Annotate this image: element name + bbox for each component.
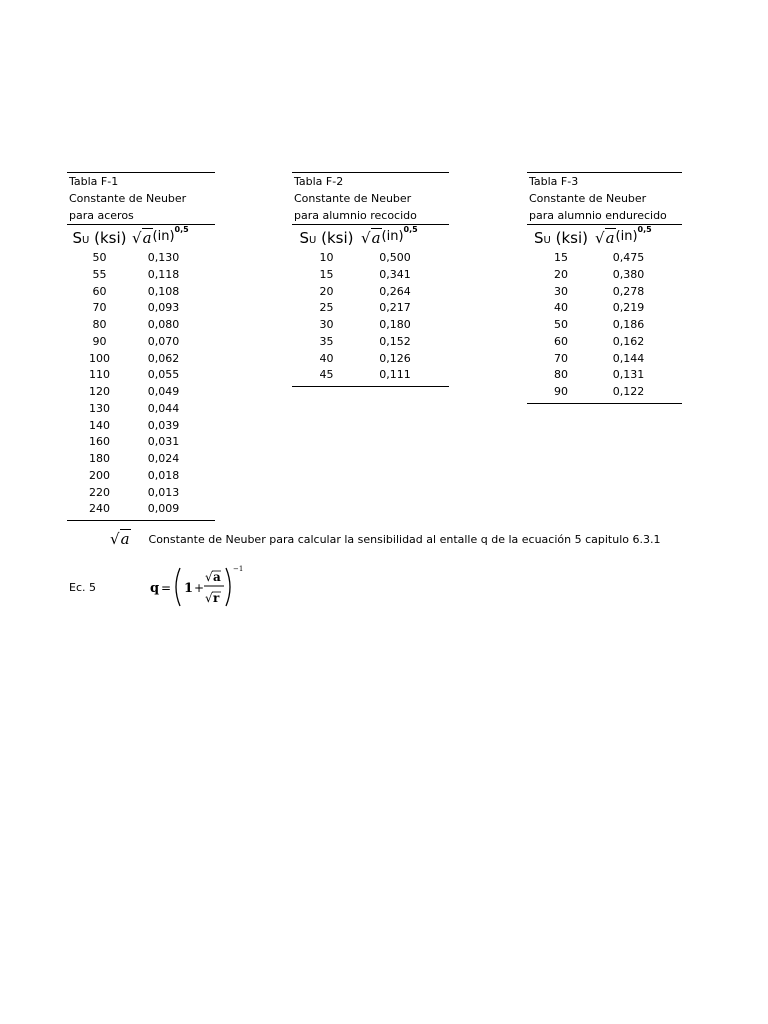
table-f1 xyxy=(67,172,215,521)
sqrt-a-value: 0,018 xyxy=(147,468,180,482)
sqrt-a-value: 0,341 xyxy=(379,267,411,281)
table-f2 xyxy=(292,172,449,387)
table-row xyxy=(527,267,682,284)
table-title: Tabla F-3 xyxy=(529,175,579,188)
su-value: 15 xyxy=(319,267,334,281)
table-row xyxy=(292,250,449,267)
table-header xyxy=(527,224,682,250)
table-row xyxy=(527,250,682,267)
su-value: 90 xyxy=(554,385,568,398)
table-title: Tabla F-1 xyxy=(69,175,119,188)
table-row xyxy=(67,300,215,317)
neuber-note xyxy=(110,530,660,548)
su-value: 45 xyxy=(319,368,334,382)
eq-den: r xyxy=(213,591,220,605)
su-value: 35 xyxy=(319,334,334,348)
su-value: 20 xyxy=(554,267,568,281)
note-text: Constante de Neuber para calcular la sensibilidad al entalle q de la ecuación 5 capitulo 6.3.1 xyxy=(148,532,661,546)
su-value: 60 xyxy=(92,284,107,298)
su-value: 30 xyxy=(319,318,334,331)
sqrt-a-value: 0,039 xyxy=(147,418,180,432)
su-value: 15 xyxy=(554,251,568,264)
table-row xyxy=(67,401,215,418)
sqrt-a-value: 0,278 xyxy=(612,284,645,298)
table-header xyxy=(67,224,215,250)
su-value: 240 xyxy=(89,502,110,516)
eq-lhs: q xyxy=(150,581,160,596)
eq-num-radical: √ xyxy=(205,570,213,584)
sqrt-a-symbol: √a xyxy=(361,228,381,247)
sqrt-a-symbol: √a xyxy=(110,530,130,548)
su-value: 70 xyxy=(554,351,568,365)
eq-right-paren xyxy=(226,568,230,606)
table-row xyxy=(67,451,215,468)
table-row xyxy=(67,367,215,384)
table-row xyxy=(292,317,449,334)
table-subtitle: Constante de Neuber xyxy=(69,192,187,205)
sqrt-a-value: 0,044 xyxy=(147,401,180,415)
sqrt-a-value: 0,122 xyxy=(612,385,645,398)
su-value: 30 xyxy=(554,284,568,298)
su-value: 180 xyxy=(89,452,110,465)
su-header: SU (ksi) xyxy=(533,228,588,247)
sqrt-a-value: 0,130 xyxy=(147,251,180,264)
su-value: 50 xyxy=(554,318,568,331)
su-value: 55 xyxy=(92,267,107,281)
table-row xyxy=(67,267,215,284)
sqrt-a-value: 0,031 xyxy=(147,435,180,449)
sqrt-a-header: √a (in) 0,5 xyxy=(595,224,652,247)
sqrt-a-value: 0,131 xyxy=(612,368,645,382)
eq-equals: = xyxy=(161,581,172,595)
su-value: 20 xyxy=(319,284,334,298)
sqrt-a-symbol: √a xyxy=(132,228,152,247)
table-row xyxy=(67,284,215,301)
sqrt-a-value: 0,108 xyxy=(147,284,180,298)
su-value: 40 xyxy=(554,301,568,315)
sqrt-a-value: 0,118 xyxy=(147,267,180,281)
sqrt-a-value: 0,475 xyxy=(612,251,645,264)
sqrt-a-value: 0,219 xyxy=(612,301,645,315)
table-row xyxy=(67,250,215,267)
table-row xyxy=(67,334,215,351)
su-value: 160 xyxy=(89,435,110,449)
table-row xyxy=(67,384,215,401)
su-value: 70 xyxy=(92,301,107,315)
su-value: 25 xyxy=(319,301,334,315)
table-row xyxy=(67,485,215,502)
su-value: 200 xyxy=(89,468,110,482)
table-row xyxy=(67,317,215,334)
table-row xyxy=(527,384,682,401)
su-header: SU (ksi) xyxy=(299,228,354,247)
sqrt-a-value: 0,080 xyxy=(147,318,180,331)
table-material: para aceros xyxy=(69,209,134,222)
table-row xyxy=(527,300,682,317)
sqrt-a-value: 0,093 xyxy=(147,301,180,315)
table-header xyxy=(292,224,449,250)
su-value: 130 xyxy=(89,401,110,415)
eq-left-paren xyxy=(176,568,180,606)
su-value: 80 xyxy=(554,368,568,382)
table-material: para alumnio recocido xyxy=(294,209,417,222)
equation-5 xyxy=(148,562,258,612)
sqrt-a-value: 0,111 xyxy=(379,368,411,382)
equation-label: Ec. 5 xyxy=(69,581,96,594)
sqrt-a-value: 0,013 xyxy=(147,485,180,499)
table-row xyxy=(527,284,682,301)
sqrt-a-value: 0,126 xyxy=(379,351,411,365)
table-row xyxy=(292,284,449,301)
sqrt-a-value: 0,055 xyxy=(147,368,180,382)
su-value: 110 xyxy=(89,368,110,382)
table-row xyxy=(527,334,682,351)
su-value: 100 xyxy=(89,351,110,365)
table-row xyxy=(292,300,449,317)
sqrt-a-symbol: √a xyxy=(595,228,615,247)
eq-num: a xyxy=(213,570,221,584)
sqrt-a-value: 0,144 xyxy=(612,351,645,365)
sqrt-a-value: 0,070 xyxy=(147,334,180,348)
table-row xyxy=(292,267,449,284)
table-row xyxy=(67,468,215,485)
table-row xyxy=(527,317,682,334)
su-value: 80 xyxy=(92,318,107,331)
sqrt-a-value: 0,264 xyxy=(379,284,411,298)
eq-den-radical: √ xyxy=(205,591,213,605)
eq-plus: + xyxy=(194,581,205,595)
table-title: Tabla F-2 xyxy=(294,175,344,188)
su-value: 90 xyxy=(92,334,107,348)
su-value: 140 xyxy=(89,418,110,432)
sqrt-a-value: 0,500 xyxy=(379,251,411,264)
table-row xyxy=(527,351,682,368)
sqrt-a-value: 0,217 xyxy=(379,301,411,315)
eq-one: 1 xyxy=(184,581,194,596)
table-row xyxy=(67,351,215,368)
sqrt-a-value: 0,062 xyxy=(147,351,180,365)
su-value: 120 xyxy=(89,385,110,398)
table-row xyxy=(292,367,449,384)
sqrt-a-value: 0,049 xyxy=(147,385,180,398)
table-subtitle: Constante de Neuber xyxy=(529,192,647,205)
sqrt-a-value: 0,162 xyxy=(612,334,645,348)
su-value: 220 xyxy=(89,485,110,499)
table-row xyxy=(67,418,215,435)
table-row xyxy=(67,501,215,518)
su-value: 10 xyxy=(319,251,334,264)
su-header: SU (ksi) xyxy=(72,228,127,247)
table-material: para alumnio endurecido xyxy=(529,209,667,222)
sqrt-a-header: √a (in) 0,5 xyxy=(361,224,418,247)
eq-exponent: −1 xyxy=(233,565,244,573)
su-value: 40 xyxy=(319,351,334,365)
table-subtitle: Constante de Neuber xyxy=(294,192,412,205)
sqrt-a-value: 0,186 xyxy=(612,318,645,331)
sqrt-a-value: 0,380 xyxy=(612,267,645,281)
table-row xyxy=(292,334,449,351)
table-row xyxy=(527,367,682,384)
sqrt-a-value: 0,180 xyxy=(379,318,411,331)
sqrt-a-header: √a (in) 0,5 xyxy=(132,224,189,247)
table-row xyxy=(292,351,449,368)
su-value: 50 xyxy=(92,251,107,264)
table-row xyxy=(67,434,215,451)
su-value: 60 xyxy=(554,334,568,348)
sqrt-a-value: 0,152 xyxy=(379,334,411,348)
sqrt-a-value: 0,009 xyxy=(147,502,180,516)
table-f3 xyxy=(527,172,682,404)
sqrt-a-value: 0,024 xyxy=(147,452,180,465)
